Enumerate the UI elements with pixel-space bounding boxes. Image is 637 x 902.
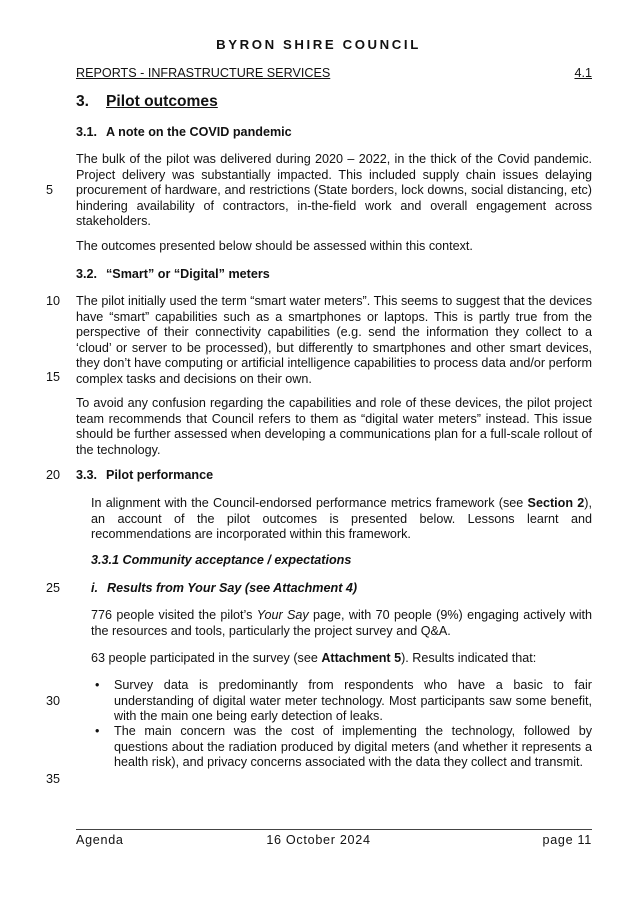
yoursay-text-b: page, with 70 people (9%) engaging actively with the resources and tools, particularly the project survey and Q&A. <box>91 608 592 638</box>
paragraph-yoursay <box>91 608 592 639</box>
line-number: 35 <box>46 772 61 786</box>
results-title: Results from Your Say (see Attachment 4) <box>107 581 358 595</box>
survey-text-b: ). Results indicated that: <box>401 651 537 665</box>
section-heading <box>76 93 218 111</box>
paragraph-performance <box>91 496 592 543</box>
bullet-text: Survey data is predominantly from respondents who have a basic to fair understanding of digital water meter technology. Most participants saw some benefit, with the main one being early detection of leaks. <box>114 678 592 723</box>
heading-3-1-title: A note on the COVID pandemic <box>106 125 292 139</box>
heading-3-1-number: 3.1. <box>76 125 98 139</box>
item-number: 4.1 <box>574 66 592 80</box>
bullet-icon: • <box>95 724 100 738</box>
results-number: i. <box>91 581 98 595</box>
footer-agenda: Agenda <box>76 833 124 847</box>
line-number: 30 <box>46 694 61 708</box>
attachment-5-ref: Attachment 5 <box>321 651 402 665</box>
performance-text-b: ), an account of the pilot outcomes is presented below. Lessons learnt and recommendations are incorporated within this framework. <box>91 496 592 541</box>
section-2-ref: Section 2 <box>527 496 585 510</box>
line-number: 10 <box>46 294 61 308</box>
paragraph-smart-2: To avoid any confusion regarding the capabilities and role of these devices, the pilot project team recommends that Council refers to them as “digital water meters” instead. This issue should be further assessed when developing a communications plan for a full-scale rollout of the technology. <box>76 396 592 457</box>
bullet-icon: • <box>95 678 100 692</box>
heading-3-1 <box>76 125 292 139</box>
heading-3-3 <box>76 468 213 482</box>
heading-3-3-1: 3.3.1 Community acceptance / expectations <box>91 553 352 567</box>
bullet-text: The main concern was the cost of implementing the technology, followed by questions about the radiation produced by digital meters (and whether it represents a health risk), and privacy concerns associated with the data they collect and transmit. <box>114 724 592 769</box>
footer-page-number: page 11 <box>542 833 592 847</box>
yoursay-text-a: 776 people visited the pilot’s <box>91 608 257 622</box>
heading-3-2-title: “Smart” or “Digital” meters <box>106 267 270 281</box>
section-number: 3. <box>76 93 90 110</box>
list-item <box>91 678 592 725</box>
line-number: 20 <box>46 468 61 482</box>
paragraph-survey <box>91 651 592 667</box>
line-number: 25 <box>46 581 61 595</box>
line-number: 15 <box>46 370 61 384</box>
council-name: BYRON SHIRE COUNCIL <box>216 37 421 52</box>
section-title: Pilot outcomes <box>106 93 218 110</box>
list-item <box>91 724 592 771</box>
heading-3-2-number: 3.2. <box>76 267 98 281</box>
survey-text-a: 63 people participated in the survey (see <box>91 651 322 665</box>
paragraph-covid-2: The outcomes presented below should be assessed within this context. <box>76 239 473 253</box>
heading-3-3-number: 3.3. <box>76 468 98 482</box>
line-number: 5 <box>46 183 54 197</box>
yoursay-italic: Your Say <box>256 608 309 622</box>
performance-text-a: In alignment with the Council-endorsed performance metrics framework (see <box>91 496 528 510</box>
report-category: REPORTS - INFRASTRUCTURE SERVICES <box>76 66 331 80</box>
heading-3-2 <box>76 267 270 281</box>
paragraph-smart-1: The pilot initially used the term “smart water meters”. This seems to suggest that the devices have “smart” capabilities such as a smartphones or laptops. This is partly true from the perspective of their connectivity capabilities (e.g. send the information they collect to a ‘cloud’ or server to be processed), but differently to smartphones and other smart devices, they don’t have computing or artificial intelligence capabilities to process data and/or perform complex tasks and decisions on their own. <box>76 294 592 386</box>
heading-3-3-title: Pilot performance <box>106 468 214 482</box>
footer-date: 16 October 2024 <box>266 833 371 847</box>
footer-divider <box>76 829 592 830</box>
paragraph-covid-1: The bulk of the pilot was delivered during 2020 – 2022, in the thick of the Covid pandemic. Project delivery was substantially impacted. This included supply chain issues delaying procurement of hardware, and restrictions (State borders, lock downs, social distancing, etc) hindering availability of contractors, in-the-field work and overall engagement across stakeholders. <box>76 152 592 228</box>
heading-results <box>91 581 357 595</box>
